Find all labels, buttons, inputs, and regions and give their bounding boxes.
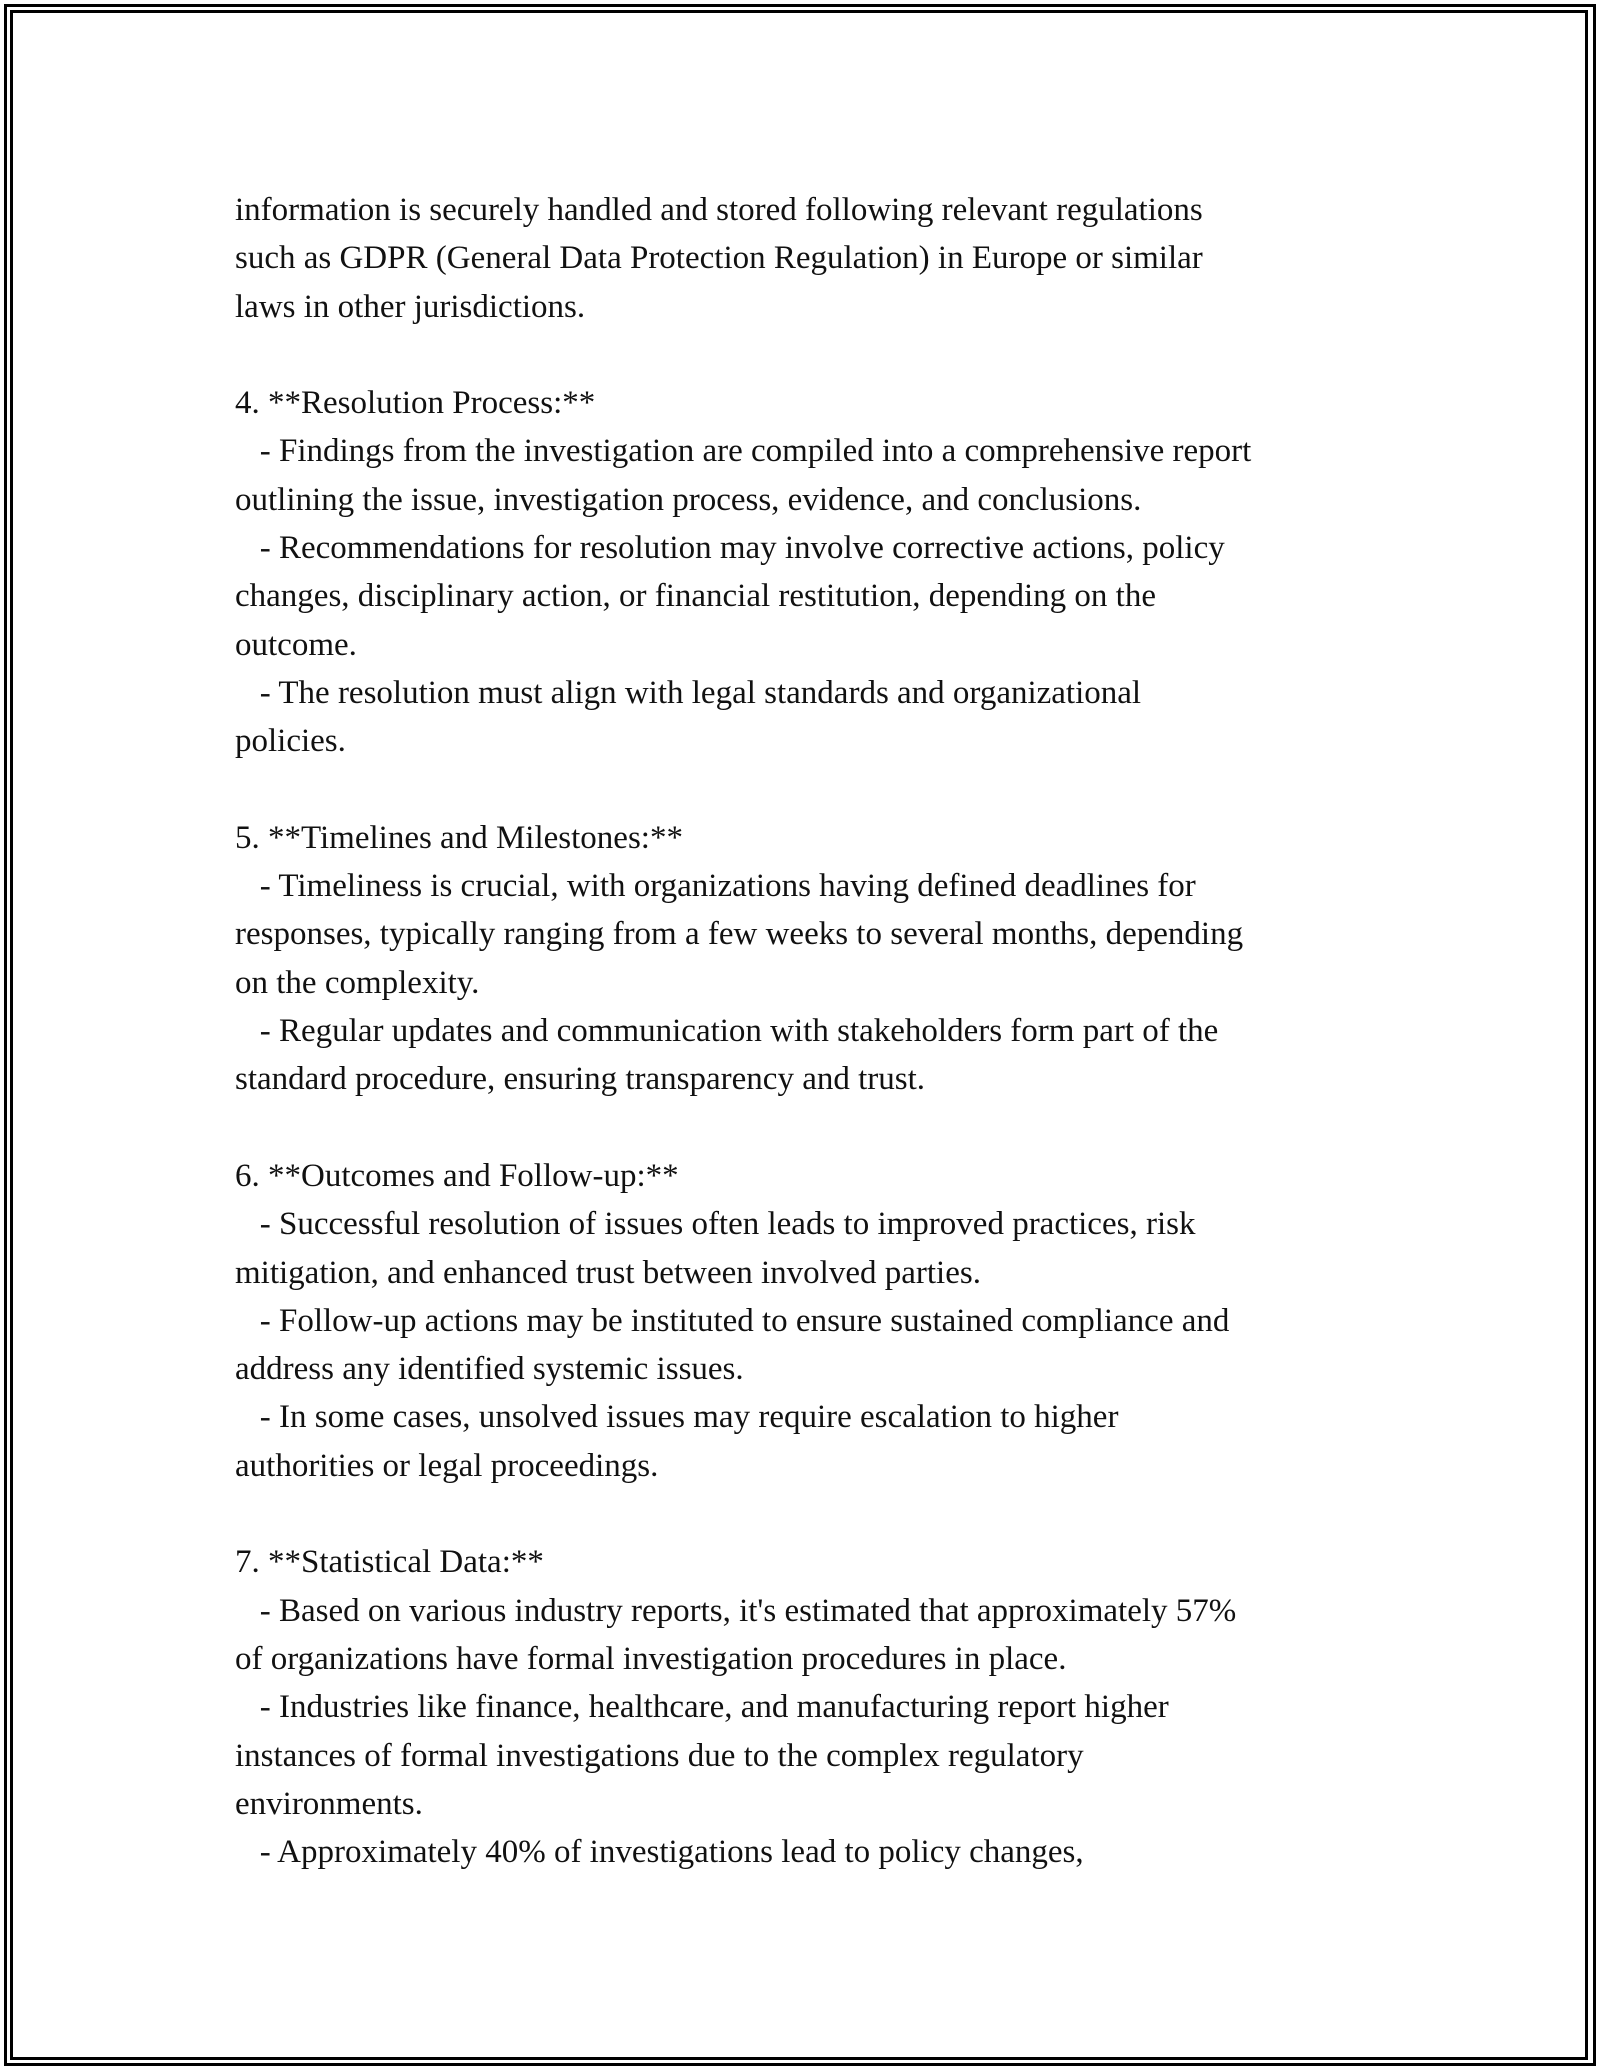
section-heading: 5. **Timelines and Milestones:** bbox=[235, 819, 683, 856]
body-line: such as GDPR (General Data Protection Regulation) in Europe or similar bbox=[235, 240, 1203, 277]
body-line: environments. bbox=[235, 1785, 423, 1822]
body-line: changes, disciplinary action, or financial restitution, depending on the bbox=[235, 578, 1156, 615]
section-heading: 4. **Resolution Process:** bbox=[235, 385, 596, 422]
body-line: - Based on various industry reports, it's estimated that approximately 57% bbox=[235, 1592, 1237, 1629]
section-heading: 6. **Outcomes and Follow-up:** bbox=[235, 1157, 679, 1194]
body-line: information is securely handled and stored following relevant regulations bbox=[235, 192, 1203, 228]
paragraph-spacer bbox=[235, 1490, 1385, 1538]
body-line: of organizations have formal investigation procedures in place. bbox=[235, 1640, 1067, 1677]
body-line: outcome. bbox=[235, 626, 357, 663]
paragraph-spacer bbox=[235, 766, 1385, 814]
body-line: policies. bbox=[235, 723, 346, 760]
body-line: - Regular updates and communication with stakeholders form part of the bbox=[235, 1013, 1219, 1050]
body-line: - Follow-up actions may be instituted to ensure sustained compliance and bbox=[235, 1302, 1230, 1339]
paragraph-spacer bbox=[235, 1104, 1385, 1152]
body-line: outlining the issue, investigation process, evidence, and conclusions. bbox=[235, 481, 1142, 518]
body-line: standard procedure, ensuring transparency and trust. bbox=[235, 1061, 926, 1098]
body-line: - The resolution must align with legal standards and organizational bbox=[235, 674, 1142, 711]
body-line: address any identified systemic issues. bbox=[235, 1351, 744, 1388]
body-line: - Findings from the investigation are compiled into a comprehensive report bbox=[235, 433, 1252, 470]
document-body bbox=[235, 186, 1385, 1876]
body-line: instances of formal investigations due to the complex regulatory bbox=[235, 1737, 1084, 1774]
body-line: - Successful resolution of issues often leads to improved practices, risk bbox=[235, 1206, 1196, 1243]
body-line: mitigation, and enhanced trust between involved parties. bbox=[235, 1254, 981, 1291]
body-line: responses, typically ranging from a few weeks to several months, depending bbox=[235, 916, 1244, 953]
body-line: authorities or legal proceedings. bbox=[235, 1447, 659, 1484]
body-line: - In some cases, unsolved issues may require escalation to higher bbox=[235, 1399, 1119, 1436]
paragraph-spacer bbox=[235, 331, 1385, 379]
body-line: on the complexity. bbox=[235, 964, 480, 1001]
body-line: - Timeliness is crucial, with organizations having defined deadlines for bbox=[235, 868, 1196, 905]
body-line: laws in other jurisdictions. bbox=[235, 288, 586, 325]
body-line: - Industries like finance, healthcare, and manufacturing report higher bbox=[235, 1689, 1169, 1726]
body-line: - Approximately 40% of investigations lead to policy changes, bbox=[235, 1834, 1084, 1871]
body-line: - Recommendations for resolution may involve corrective actions, policy bbox=[235, 530, 1225, 567]
section-heading: 7. **Statistical Data:** bbox=[235, 1544, 544, 1581]
